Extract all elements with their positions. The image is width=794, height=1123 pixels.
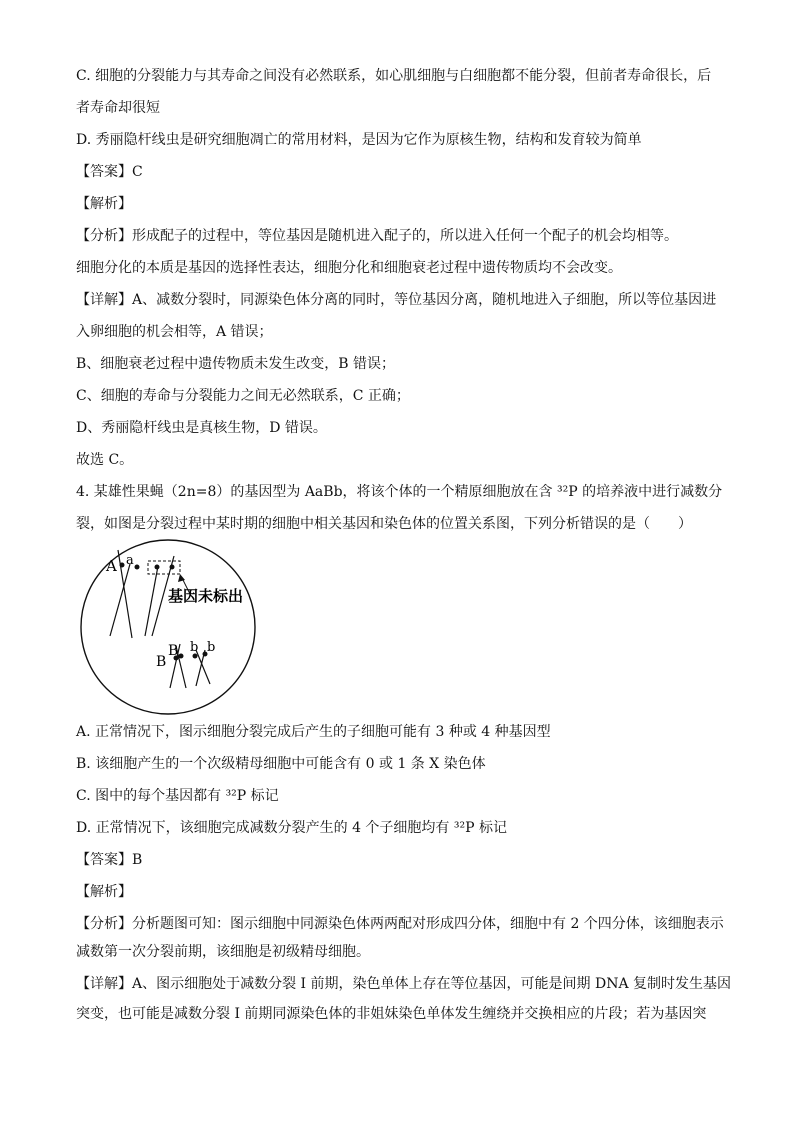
analysis-label: 【解析】 bbox=[76, 196, 132, 212]
question-4-option-d: D. 正常情况下，该细胞完成减数分裂产生的 4 个子细胞均有 ³²P 标记 bbox=[76, 820, 507, 836]
answer-label-4: 【答案】B bbox=[76, 852, 143, 868]
question-4-option-b: B. 该细胞产生的一个次级精母细胞中可能含有 0 或 1 条 X 染色体 bbox=[76, 756, 486, 772]
detail-text-4-2: 突变，也可能是减数分裂 I 前期同源染色体的非姐妹染色单体发生缠绕并交换相应的片段；若为基因突 bbox=[76, 1006, 707, 1022]
analysis-text-2: 细胞分化的本质是基因的选择性表达，细胞分化和细胞衰老过程中遗传物质均不会改变。 bbox=[76, 260, 622, 276]
detail-text-5: D、秀丽隐杆线虫是真核生物，D 错误。 bbox=[76, 420, 327, 436]
gene-locus-dot bbox=[179, 654, 184, 659]
option-c-line-1: C. 细胞的分裂能力与其寿命之间没有必然联系，如心肌细胞与白细胞都不能分裂，但前者寿命很长，后 bbox=[76, 68, 712, 84]
option-d: D. 秀丽隐杆线虫是研究细胞凋亡的常用材料，是因为它作为原核生物，结构和发育较为简单 bbox=[76, 132, 642, 148]
analysis-text-1: 【分析】形成配子的过程中，等位基因是随机进入配子的，所以进入任何一个配子的机会均相等。 bbox=[76, 228, 678, 244]
gene-label-b2: b bbox=[207, 640, 216, 655]
gene-label-B-upper: B bbox=[168, 643, 179, 659]
detail-text-1: 【详解】A、减数分裂时，同源染色体分离的同时，等位基因分离，随机地进入子细胞，所以等位基因进 bbox=[76, 292, 717, 308]
conclusion: 故选 C。 bbox=[76, 452, 134, 468]
question-4-option-a: A. 正常情况下，图示细胞分裂完成后产生的子细胞可能有 3 种或 4 种基因型 bbox=[76, 724, 551, 740]
detail-text-4-1: 【详解】A、图示细胞处于减数分裂 I 前期，染色单体上存在等位基因，可能是间期 DNA 复制时发生基因 bbox=[76, 976, 732, 992]
analysis-text-4-2: 减数第一次分裂前期，该细胞是初级精母细胞。 bbox=[76, 944, 370, 960]
detail-text-4: C、细胞的寿命与分裂能力之间无必然联系，C 正确； bbox=[76, 388, 410, 404]
gene-locus-dot bbox=[135, 565, 140, 570]
gene-label-B-lower: B bbox=[156, 654, 167, 670]
cell-diagram-svg bbox=[72, 538, 264, 716]
gene-locus-dot bbox=[170, 565, 175, 570]
chromatid bbox=[145, 566, 158, 636]
gene-label-A: A bbox=[106, 557, 117, 575]
gene-locus-dot bbox=[155, 565, 160, 570]
gene-label-a: a bbox=[126, 553, 134, 568]
option-c-line-2: 者寿命却很短 bbox=[76, 100, 160, 116]
analysis-label-4: 【解析】 bbox=[76, 884, 132, 900]
question-4-line-1: 4. 某雄性果蝇（2n=8）的基因型为 AaBb，将该个体的一个精原细胞放在含 ³²P 的培养液中进行减数分 bbox=[76, 484, 723, 500]
question-4-option-c: C. 图中的每个基因都有 ³²P 标记 bbox=[76, 788, 279, 804]
gene-label-b1: b bbox=[190, 640, 199, 655]
detail-text-2: 入卵细胞的机会相等，A 错误； bbox=[76, 324, 273, 340]
analysis-text-4-1: 【分析】分析题图可知：图示细胞中同源染色体两两配对形成四分体，细胞中有 2 个四分体，该细胞表示 bbox=[76, 916, 724, 932]
answer-label: 【答案】C bbox=[76, 164, 143, 180]
gene-locus-dot bbox=[120, 563, 125, 568]
detail-text-3: B、细胞衰老过程中遗传物质未发生改变，B 错误； bbox=[76, 356, 396, 372]
unlabeled-gene-box bbox=[148, 561, 180, 574]
cell-diagram bbox=[72, 538, 264, 716]
annotation-unlabeled-genes: 基因未标出 bbox=[168, 587, 244, 605]
question-4-line-2: 裂，如图是分裂过程中某时期的细胞中相关基因和染色体的位置关系图，下列分析错误的是（ ） bbox=[76, 516, 692, 532]
